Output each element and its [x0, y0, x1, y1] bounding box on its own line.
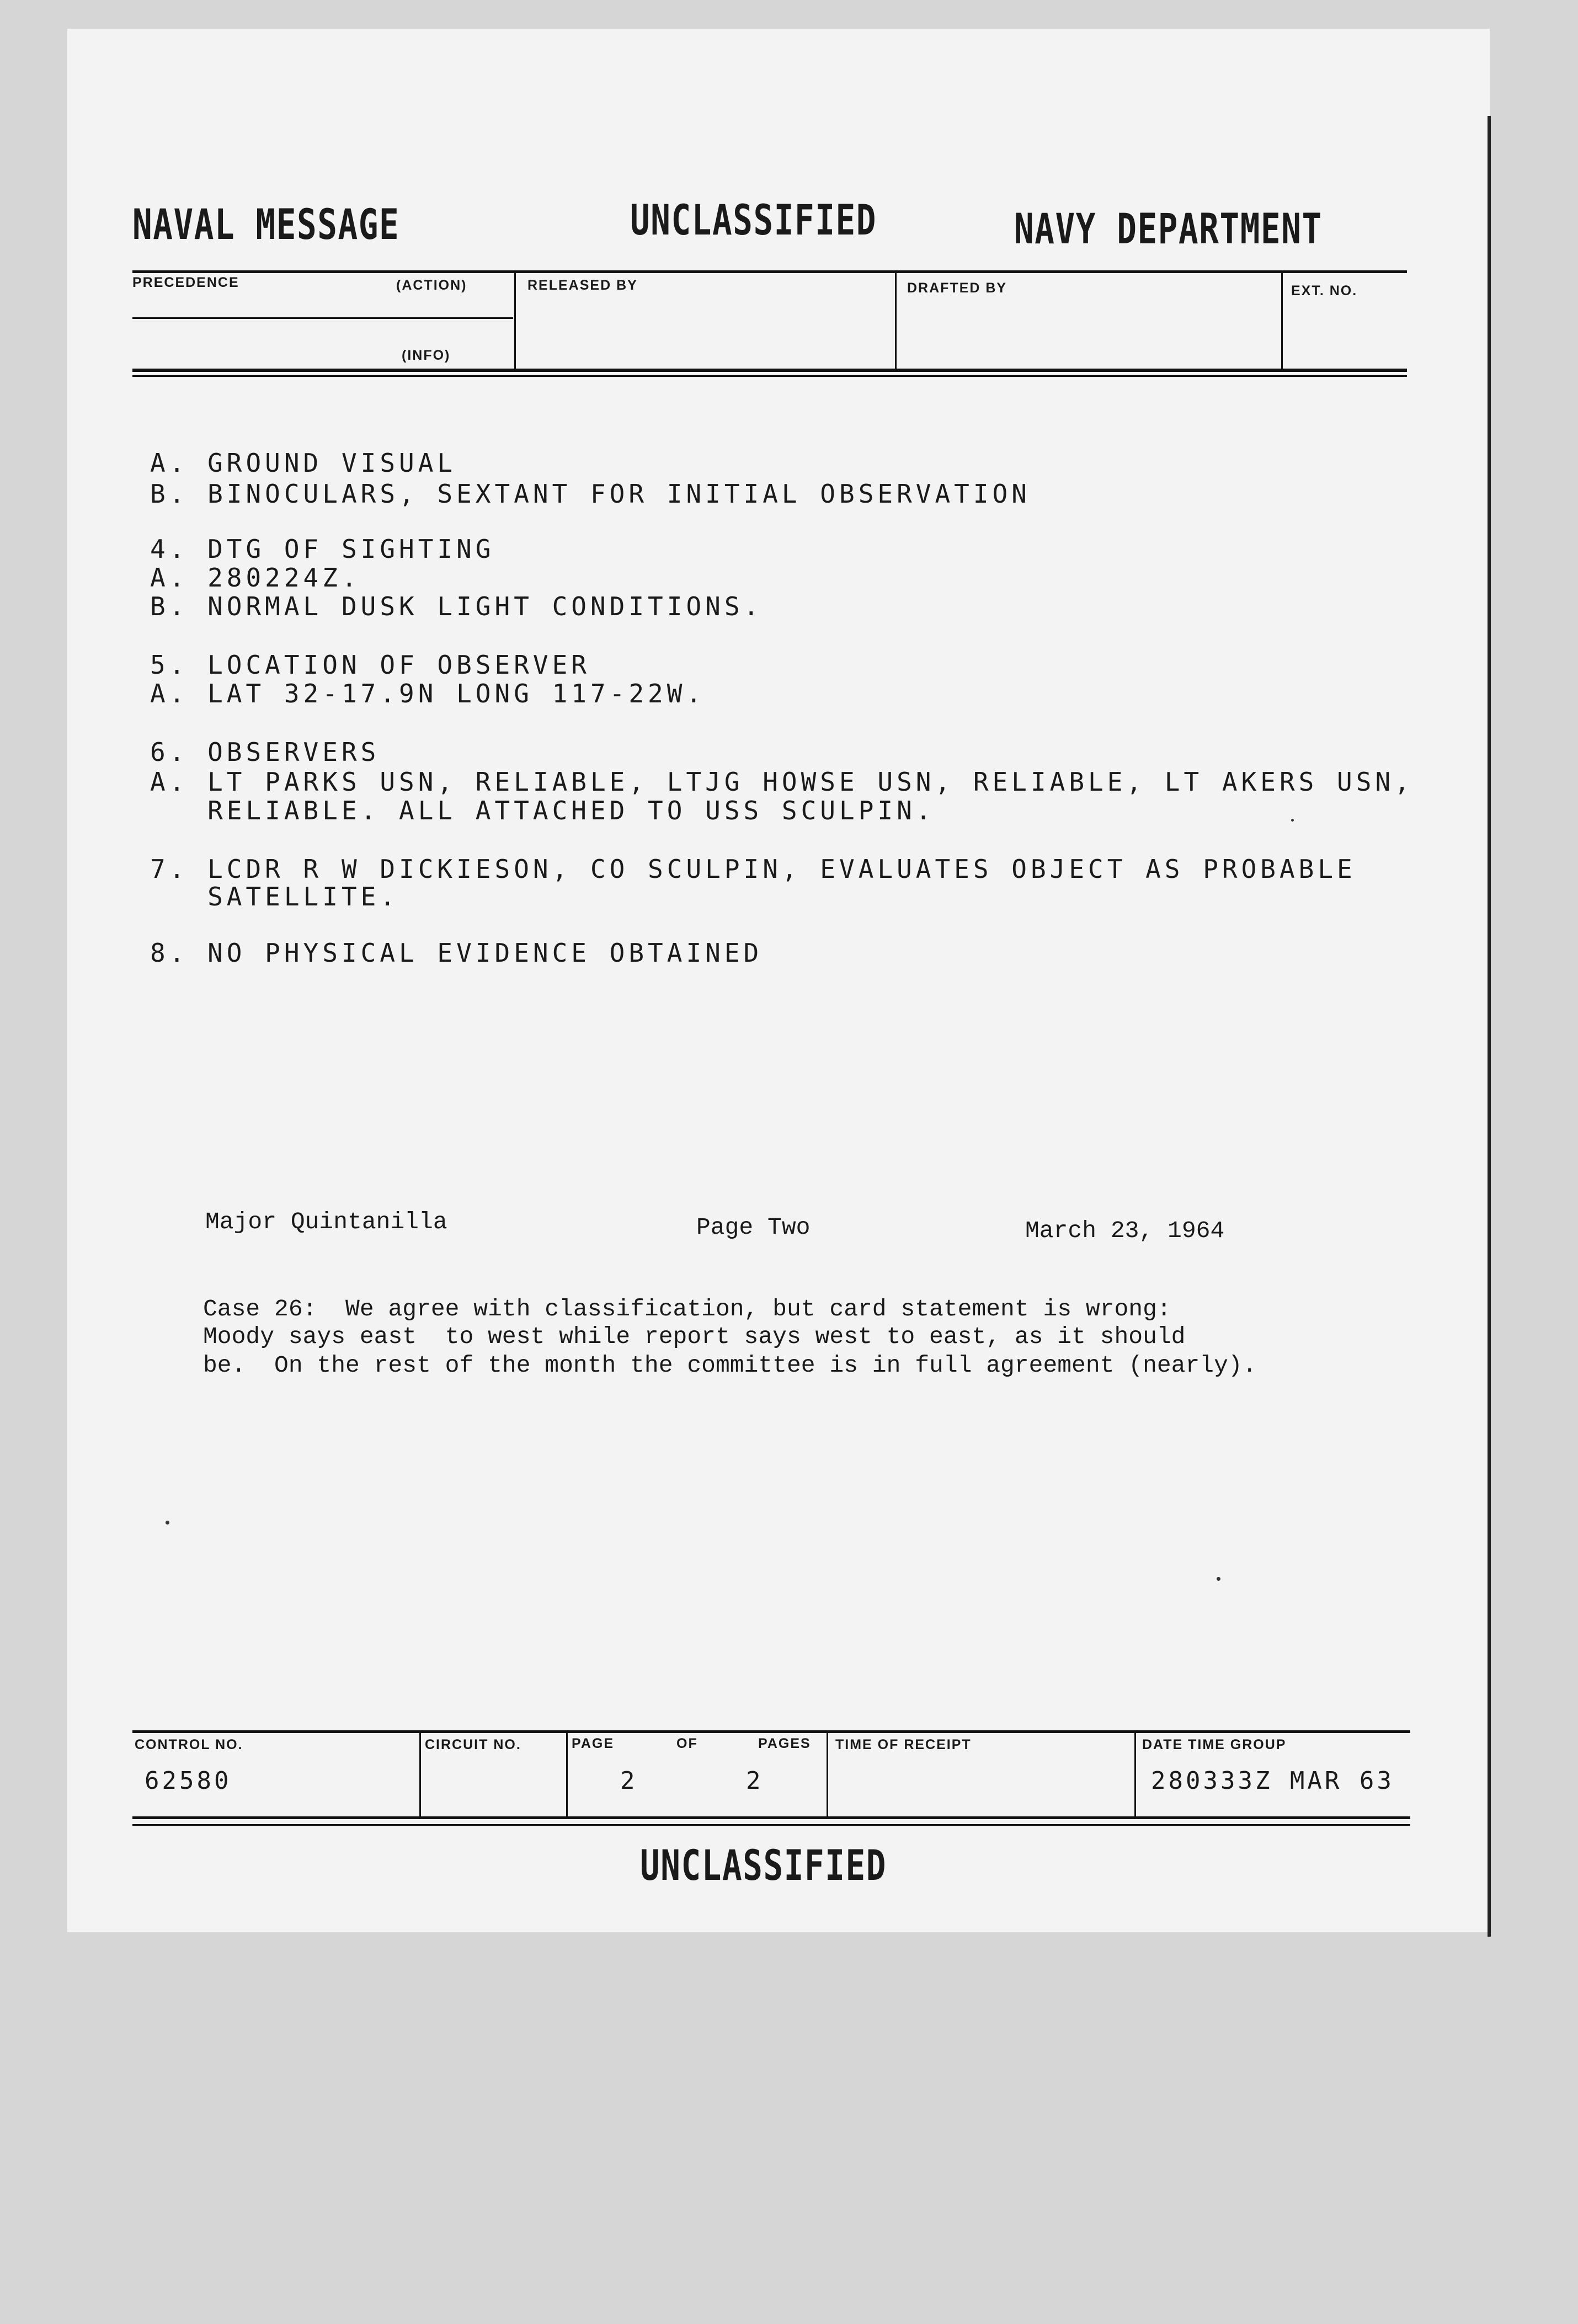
top-form-bottom-rule: [132, 369, 1407, 372]
scan-speck: [166, 1521, 169, 1525]
message-sheet: [67, 29, 1490, 1932]
message-line: 5. LOCATION OF OBSERVER: [150, 650, 590, 680]
info-label: (INFO): [402, 348, 451, 363]
message-line: A. LAT 32-17.9N LONG 117-22W.: [150, 679, 706, 708]
bottom-form-divider-3: [827, 1731, 828, 1819]
page-label: PAGE: [572, 1736, 614, 1751]
precedence-label: PRECEDENCE: [132, 275, 239, 290]
message-line: B. NORMAL DUSK LIGHT CONDITIONS.: [150, 591, 763, 621]
message-line: SATELLITE.: [150, 882, 399, 912]
bottom-form-bottom-rule: [132, 1816, 1410, 1819]
message-line: 8. NO PHYSICAL EVIDENCE OBTAINED: [150, 938, 763, 968]
pages-value: 2: [746, 1767, 764, 1795]
time-of-receipt-label: TIME OF RECEIPT: [835, 1737, 972, 1752]
message-line: RELIABLE. ALL ATTACHED TO USS SCULPIN.: [150, 796, 935, 825]
sheet-edge-shadow: [1488, 116, 1491, 1937]
message-line: 4. DTG OF SIGHTING: [150, 534, 495, 564]
memo-date: March 23, 1964: [1025, 1217, 1225, 1244]
memo-recipient: Major Quintanilla: [205, 1208, 447, 1235]
header-classification: UNCLASSIFIED: [630, 195, 877, 244]
scan-speck: [1217, 1577, 1220, 1581]
drafted-by-label: DRAFTED BY: [907, 280, 1007, 296]
top-form-bottom-rule-2: [132, 375, 1407, 377]
page-value: 2: [620, 1767, 638, 1795]
top-form-mid-rule: [132, 317, 513, 319]
released-by-label: RELEASED BY: [527, 278, 638, 293]
memo-line: Case 26: We agree with classification, but card statement is wrong:: [203, 1296, 1171, 1323]
top-form-divider-3: [1281, 271, 1283, 371]
message-line: A. GROUND VISUAL: [150, 448, 457, 478]
date-time-group-label: DATE TIME GROUP: [1142, 1737, 1287, 1752]
top-form-divider-1: [514, 271, 516, 371]
footer-classification: UNCLASSIFIED: [640, 1841, 887, 1890]
pages-label: PAGES: [758, 1736, 811, 1751]
top-form-top-rule: [132, 270, 1407, 273]
scan-speck: [1291, 819, 1294, 822]
bottom-form-divider-2: [566, 1731, 568, 1819]
message-line: A. LT PARKS USN, RELIABLE, LTJG HOWSE USN, RELIABLE, LT AKERS USN,: [150, 767, 1414, 797]
memo-line: Moody says east to west while report says west to east, as it should: [203, 1323, 1186, 1350]
top-form-divider-2: [895, 271, 897, 371]
control-no-value: 62580: [145, 1767, 232, 1795]
memo-line: be. On the rest of the month the committee is in full agreement (nearly).: [203, 1352, 1257, 1379]
bottom-form-divider-4: [1134, 1731, 1136, 1819]
action-label: (ACTION): [396, 278, 467, 293]
header-title-left: NAVAL MESSAGE: [132, 200, 400, 249]
bottom-form-bottom-rule-2: [132, 1824, 1410, 1826]
message-line: 6. OBSERVERS: [150, 737, 380, 767]
control-no-label: CONTROL NO.: [135, 1737, 243, 1752]
bottom-form-top-rule: [132, 1730, 1410, 1733]
memo-page: Page Two: [696, 1214, 811, 1241]
circuit-no-label: CIRCUIT NO.: [425, 1737, 521, 1752]
date-time-group-value: 280333Z MAR 63: [1151, 1767, 1394, 1795]
message-line: A. 280224Z.: [150, 563, 361, 593]
message-line: B. BINOCULARS, SEXTANT FOR INITIAL OBSERVATION: [150, 479, 1031, 509]
header-department: NAVY DEPARTMENT: [1014, 204, 1323, 253]
message-line: 7. LCDR R W DICKIESON, CO SCULPIN, EVALUATES OBJECT AS PROBABLE: [150, 854, 1356, 884]
bottom-form-divider-1: [419, 1731, 421, 1819]
of-label: OF: [676, 1736, 698, 1751]
ext-no-label: EXT. NO.: [1291, 283, 1358, 299]
